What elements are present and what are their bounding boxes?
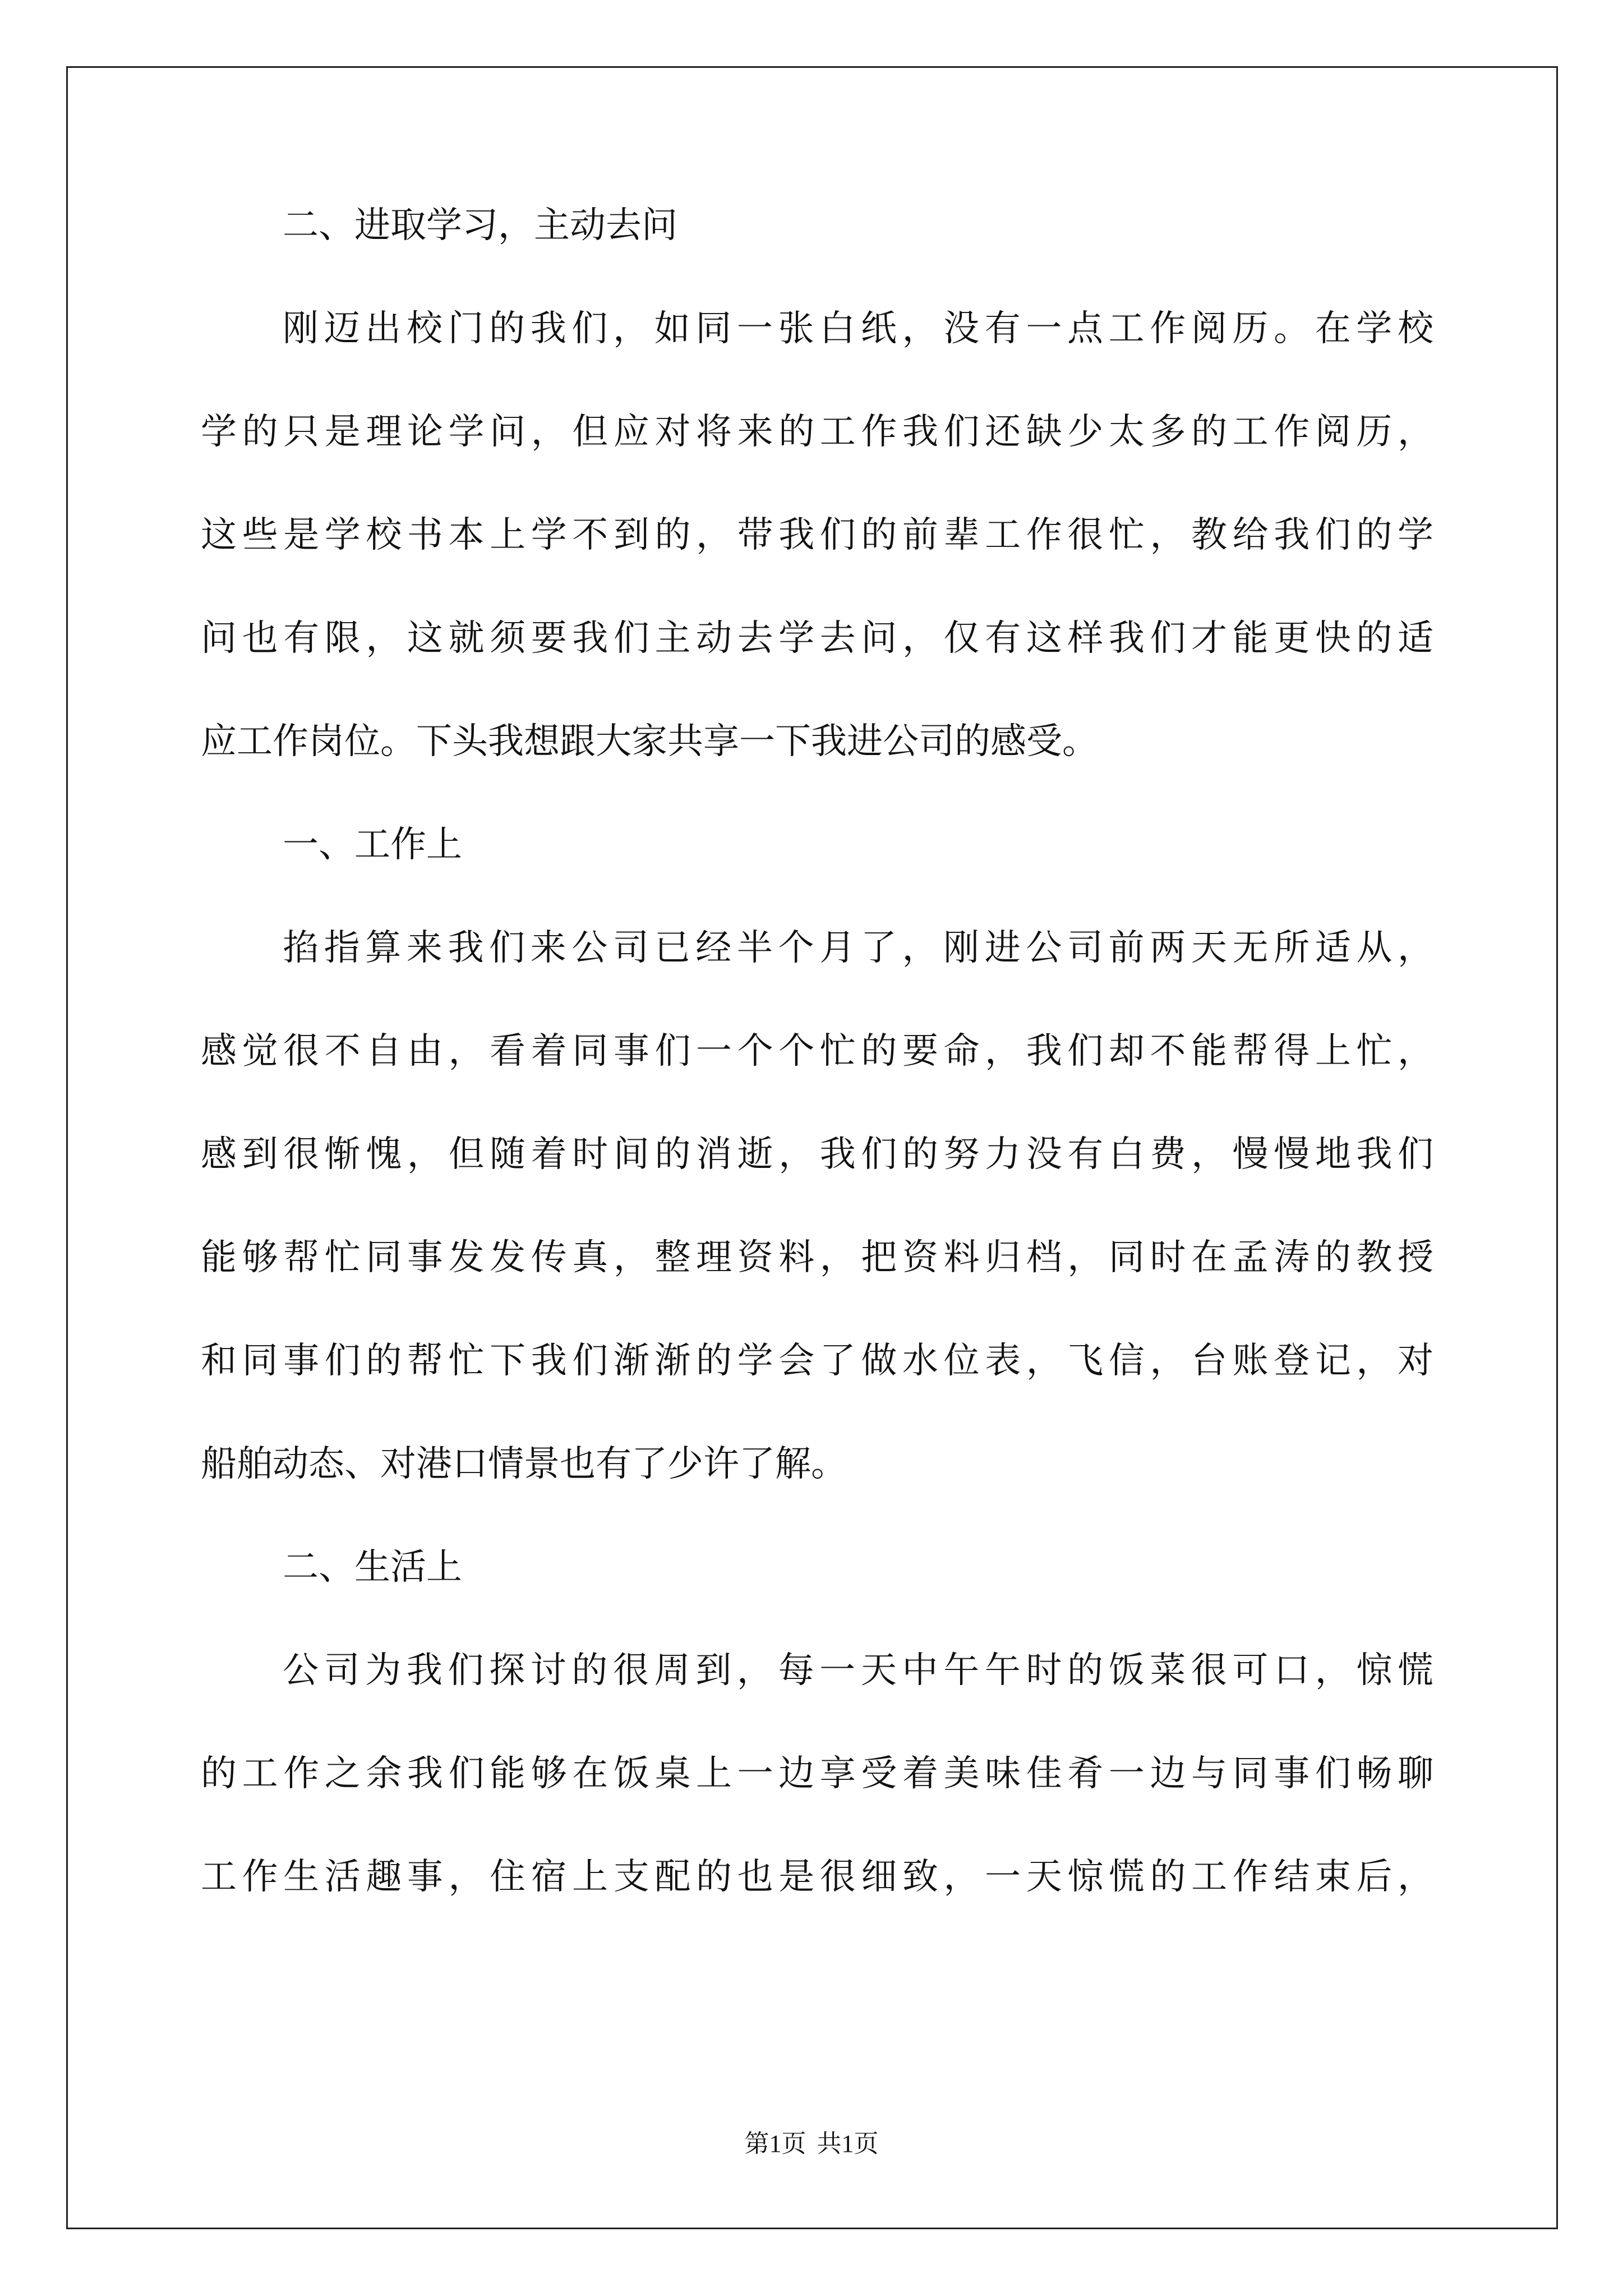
paragraph-line: 掐指算来我们来公司已经半个月了，刚进公司前两天无所适从，	[283, 927, 1433, 969]
paragraph-line: 学的只是理论学问，但应对将来的工作我们还缺少太多的工作阅历，	[201, 411, 1433, 453]
paragraph-line: 这些是学校书本上学不到的，带我们的前辈工作很忙，教给我们的学	[201, 514, 1433, 556]
page-footer	[0, 2132, 1623, 2156]
paragraph-line: 工作生活趣事，住宿上支配的也是很细致，一天惊慌的工作结束后，	[201, 1856, 1433, 1898]
paragraph-line: 感到很惭愧，但随着时间的消逝，我们的努力没有白费，慢慢地我们	[201, 1134, 1433, 1175]
paragraph-line: 和同事们的帮忙下我们渐渐的学会了做水位表，飞信，台账登记，对	[201, 1340, 1433, 1382]
paragraph-line: 应工作岗位。下头我想跟大家共享一下我进公司的感受。	[201, 721, 1098, 762]
paragraph-line: 的工作之余我们能够在饭桌上一边享受着美味佳肴一边与同事们畅聊	[201, 1753, 1433, 1795]
paragraph-line: 刚迈出校门的我们，如同一张白纸，没有一点工作阅历。在学校	[283, 308, 1433, 349]
paragraph-line: 船舶动态、对港口情景也有了少许了解。	[201, 1443, 847, 1485]
paragraph-line: 能够帮忙同事发发传真，整理资料，把资料归档，同时在孟涛的教授	[201, 1237, 1433, 1278]
paragraph-line: 问也有限，这就须要我们主动去学去问，仅有这样我们才能更快的适	[201, 618, 1433, 659]
page-number: 第1页	[744, 2130, 806, 2157]
section-heading: 一、工作上	[283, 824, 462, 866]
paragraph-line: 感觉很不自由，看着同事们一个个忙的要命，我们却不能帮得上忙，	[201, 1030, 1433, 1072]
document-body	[201, 205, 1433, 1898]
paragraph-line: 公司为我们探讨的很周到，每一天中午午时的饭菜很可口，惊慌	[283, 1650, 1433, 1691]
section-heading: 二、进取学习，主动去问	[283, 205, 677, 246]
total-pages: 共1页	[817, 2130, 879, 2157]
section-heading: 二、生活上	[283, 1547, 462, 1588]
